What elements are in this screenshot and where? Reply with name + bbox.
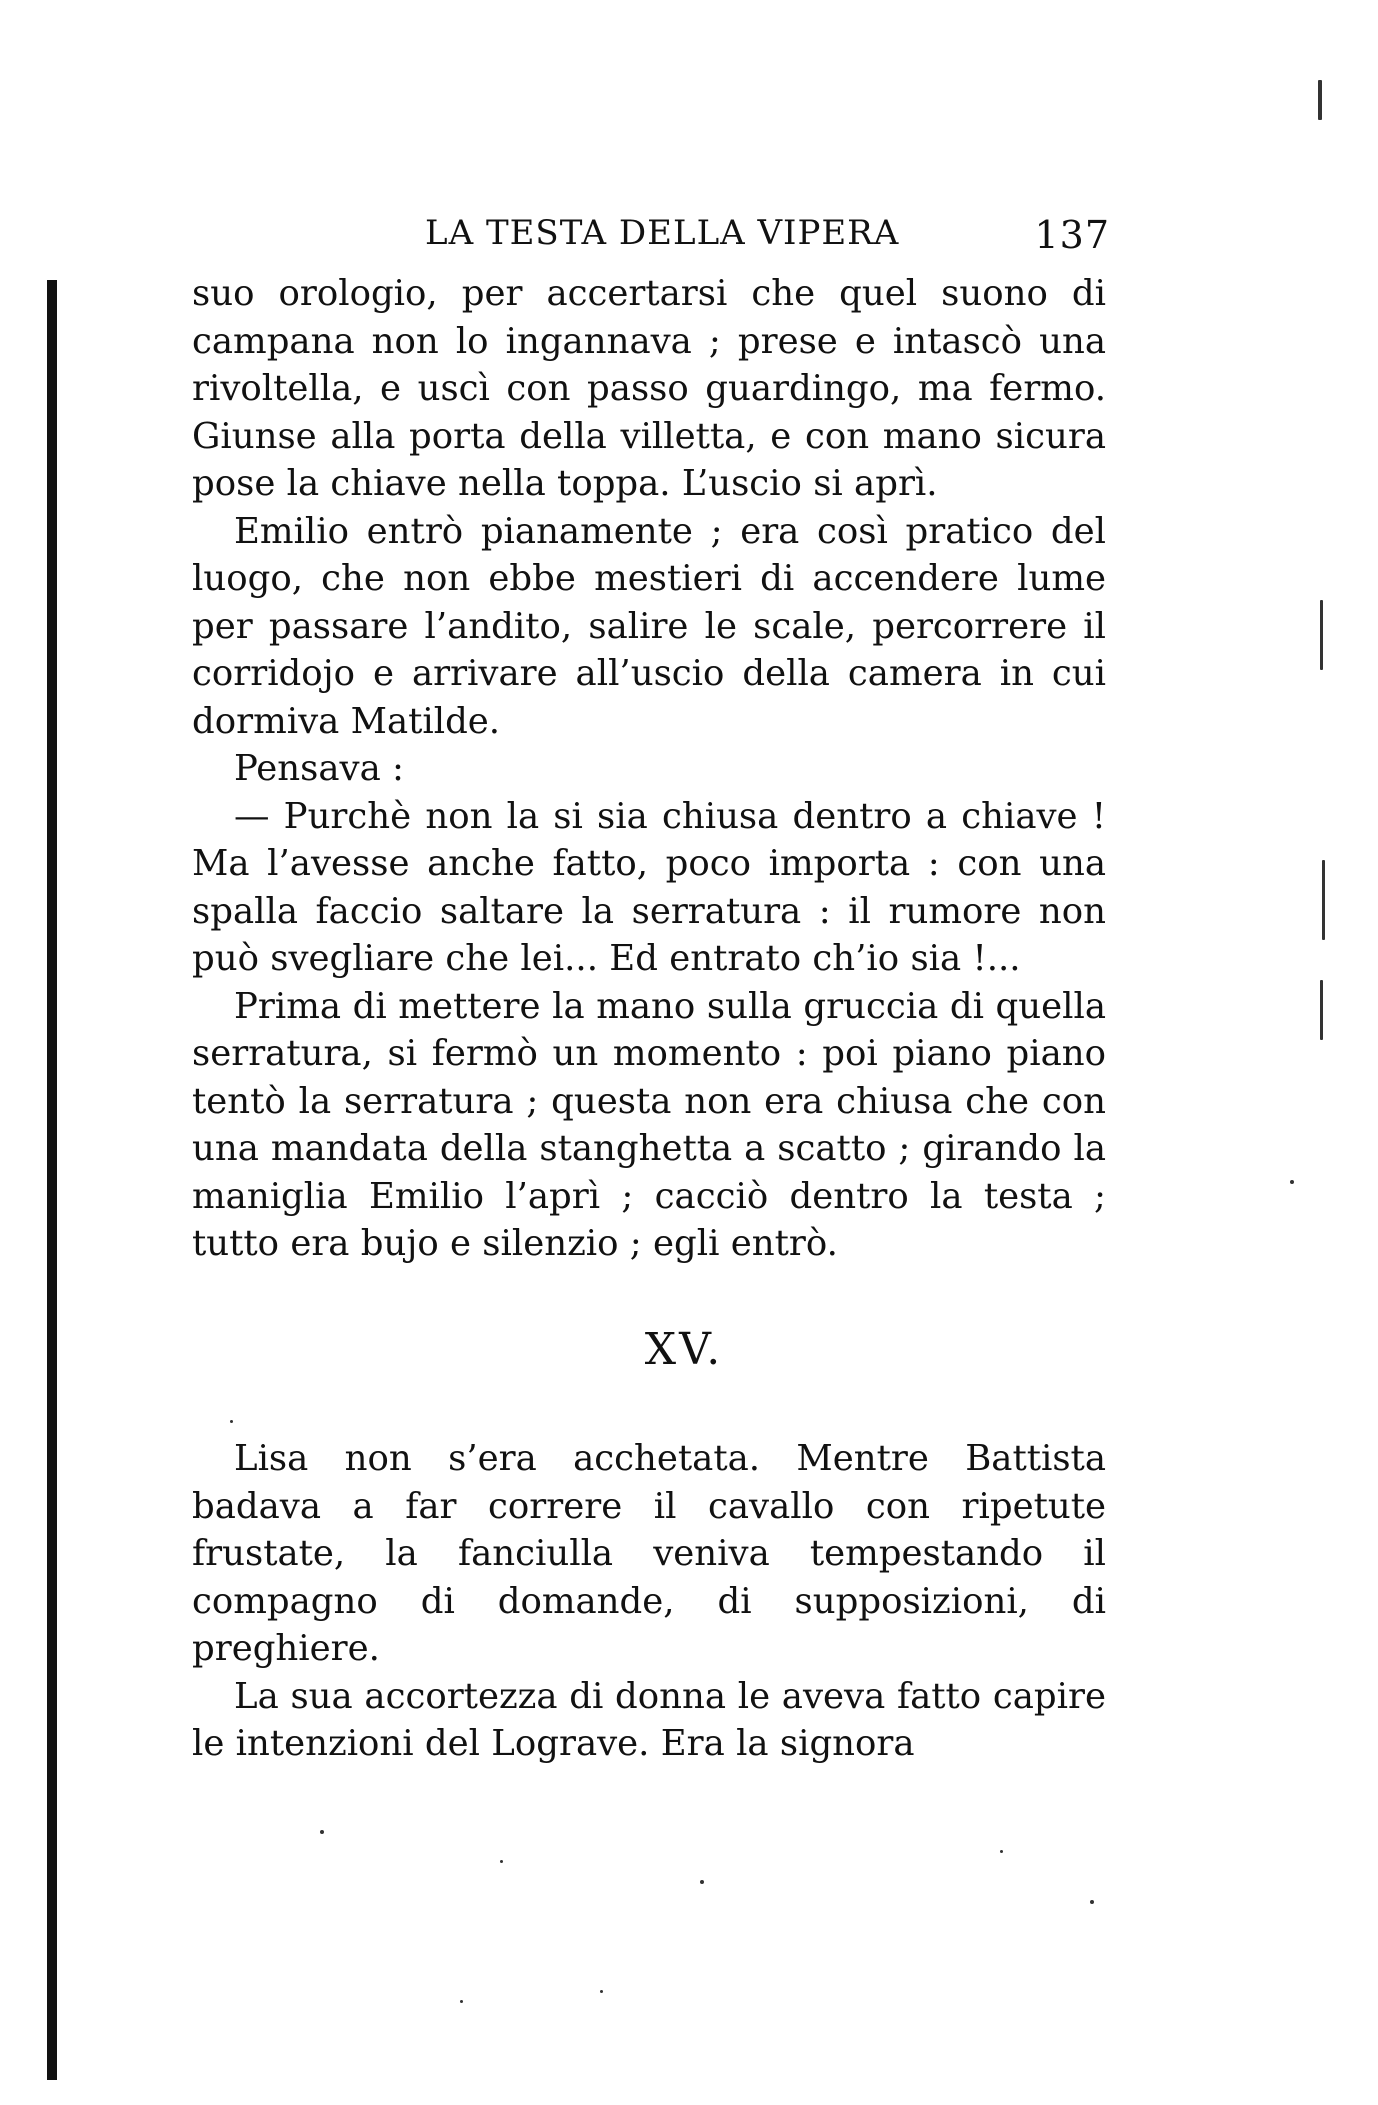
paragraph: suo orologio, per accertarsi che quel suono di campana non lo ingannava ; prese e intascò una rivoltella, e uscì con passo guardingo, ma fermo. Giunse alla porta della villetta, e con mano sicura pose la chiave nella toppa. L’uscio si aprì.: [192, 273, 1106, 504]
page-number: 137: [1034, 213, 1110, 257]
paragraph: Pensava :: [234, 748, 405, 789]
body-text: [192, 270, 1106, 1768]
page-header: [190, 213, 1110, 263]
chapter-heading: XV.: [644, 1323, 724, 1375]
running-title: LA TESTA DELLA VIPERA: [425, 213, 900, 253]
paragraph: Lisa non s’era acchetata. Mentre Battista badava a far correre il cavallo con ripetute frustate, la fanciulla veniva tempestando il compagno di domande, di supposizioni, di preghiere.: [192, 1438, 1106, 1669]
paragraph: Emilio entrò pianamente ; era così pratico del luogo, che non ebbe mestieri di accendere lume per passare l’andito, salire le scale, percorrere il corridojo e arrivare all’uscio della camera in cui dormiva Matilde.: [192, 510, 1106, 742]
paragraph: La sua accortezza di donna le aveva fatto capire le intenzioni del Lograve. Era la signora: [192, 1675, 1106, 1764]
paragraph: Prima di mettere la mano sulla gruccia di quella serratura, si fermò un momento : poi piano piano tentò la serratura ; questa non era chiusa che con una mandata della stanghetta a scatto ; girando la maniglia Emilio l’aprì ; cacciò dentro la testa ; tutto era bujo e silenzio ; egli entrò.: [192, 985, 1106, 1264]
dialogue-paragraph: — Purchè non la si sia chiusa dentro a chiave ! Ma l’avesse anche fatto, poco importa : con una spalla faccio saltare la serratura : il rumore non può svegliare che lei... Ed entrato ch’io sia !...: [192, 795, 1106, 979]
page-binding-edge: [47, 280, 57, 2080]
